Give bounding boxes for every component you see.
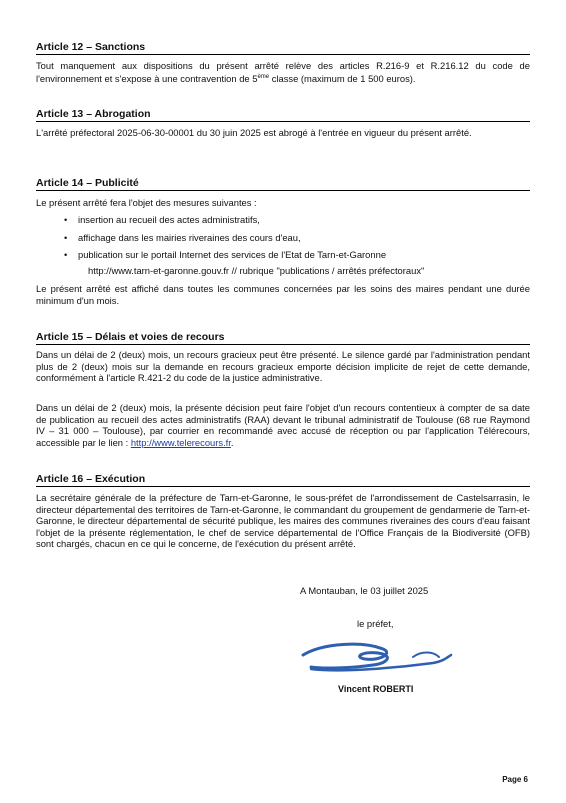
place-date: A Montauban, le 03 juillet 2025 <box>300 585 429 596</box>
bullet-text: insertion au recueil des actes administratifs, <box>78 214 260 225</box>
article-14-bullet-list <box>64 214 524 267</box>
bullet-icon: • <box>64 231 68 243</box>
article-15-para-1: Dans un délai de 2 (deux) mois, un recours gracieux peut être présenté. Le silence gardé par l'administration pendant plus de 2 (deux) mois sur la demande en recours gracieux emporte décision implicite de rejet de cette demande, conformément à l'article R.421-2 du code de la justice administrative. <box>36 349 530 384</box>
page-number: Page 6 <box>502 775 528 784</box>
article-13-heading: Article 13 – Abrogation <box>36 108 530 122</box>
telerecours-link[interactable]: http://www.telerecours.fr <box>130 436 231 448</box>
bullet-icon: • <box>64 249 68 261</box>
signatory-name: Vincent ROBERTI <box>338 684 414 694</box>
article-12-text-end: classe (maximum de 1 500 euros). <box>269 72 416 84</box>
signatory-title: le préfet, <box>357 618 394 629</box>
article-13-text: L'arrêté préfectoral 2025-06-30-00001 du 30 juin 2025 est abrogé à l'entrée en vigueur du présent arrêté. <box>36 127 472 138</box>
article-12-heading: Article 12 – Sanctions <box>36 41 530 55</box>
article-16-text: La secrétaire générale de la préfecture de Tarn-et-Garonne, le sous-préfet de l'arrondissement de Castelsarrasin, le directeur départemental des territoires de Tarn-et-Garonne, le commandant du groupement de gendarmerie de Tarn-et-Garonne, le directeur départemental de sécurité publique, les maires des communes riveraines des cours d'eau faisant l'objet de la présente réglementation, le chef de service départemental de l'Office Français de la Biodiversité (OFB) sont chargés, chacun en ce qui le concerne, de l'exécution du présent arrêté. <box>36 492 530 550</box>
article-15-heading: Article 15 – Délais et voies de recours <box>36 331 530 345</box>
bullet-text: affichage dans les mairies riveraines des cours d'eau, <box>78 231 301 243</box>
article-16-heading: Article 16 – Exécution <box>36 473 530 487</box>
bullet-text: publication sur le portail Internet des services de l'Etat de Tarn-et-Garonne <box>78 249 387 261</box>
article-12-text-start: Tout manquement aux dispositions du présent arrêté relève des articles R.216-9 et R.216.12 du code de l'environnement et s'expose à une contravention de 5 <box>36 60 530 84</box>
article-14-url-line: http://www.tarn-et-garonne.gouv.fr // rubrique "publications / arrêtés préfectoraux" <box>88 265 425 276</box>
bullet-icon: • <box>64 214 68 225</box>
article-14-outro: Le présent arrêté est affiché dans toutes les communes concernées par les soins des maires pendant une durée minimum d'un mois. <box>36 283 530 306</box>
article-12-superscript: ème <box>257 73 270 80</box>
article-15-para-2 <box>36 402 530 448</box>
article-14-intro: Le présent arrêté fera l'objet des mesures suivantes : <box>36 197 257 208</box>
list-item <box>64 249 524 261</box>
article-15-para-2-text: Dans un délai de 2 (deux) mois, la présente décision peut faire l'objet d'un recours contentieux à compter de sa date de publication au recueil des actes administratifs (RAA) devant le tribunal administratif de Toulouse (68 rue Raymond IV – 31 000 – Toulouse), par courrier en recommandé avec accusé de réception ou par l'application Télérecours, accessible par le lien : <box>36 402 530 448</box>
article-12-text <box>36 60 530 84</box>
handwritten-signature <box>293 633 463 679</box>
list-item <box>64 232 524 244</box>
article-15-para-2-end: . <box>230 436 234 448</box>
list-item <box>64 214 524 226</box>
article-14-heading: Article 14 – Publicité <box>36 177 530 191</box>
